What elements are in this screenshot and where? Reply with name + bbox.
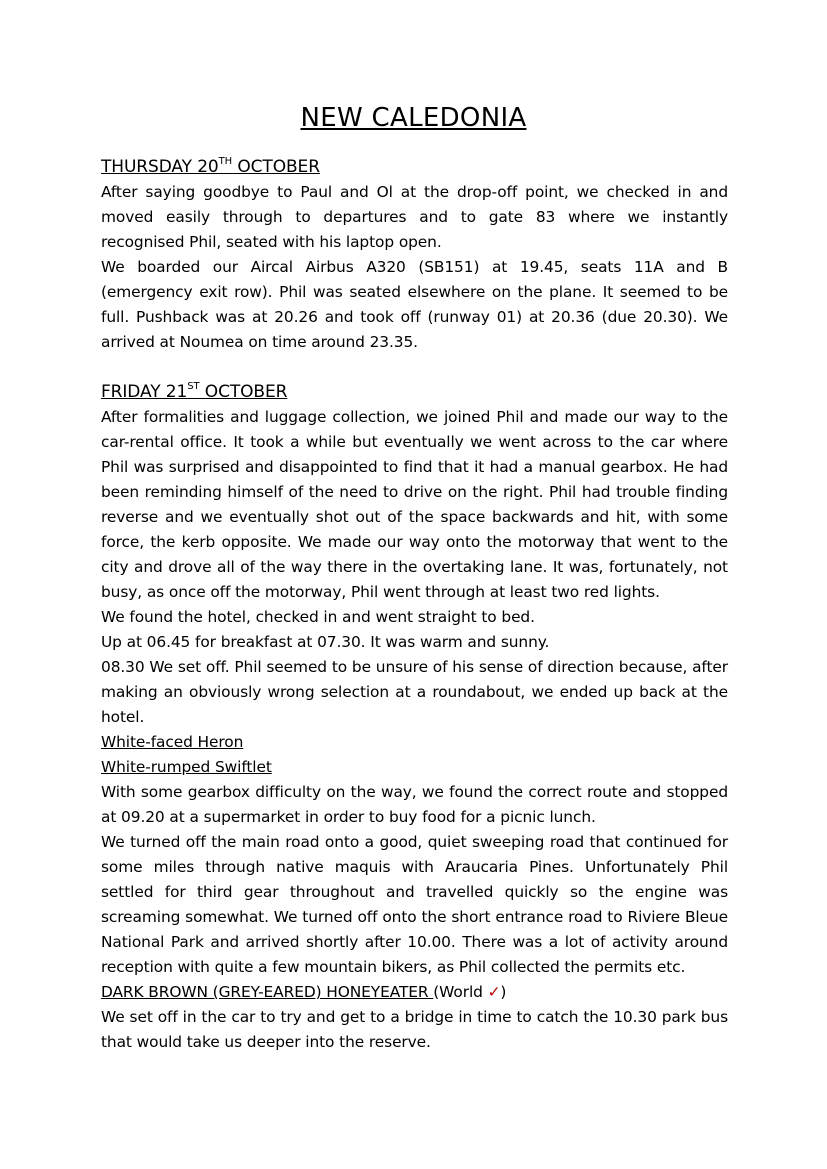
- day-heading-friday: [101, 379, 728, 405]
- bird-species-heading: DARK BROWN (GREY-EARED) HONEYEATER: [101, 983, 434, 1001]
- heading-superscript: ST: [187, 381, 200, 392]
- bird-species-heading: White-rumped Swiftlet: [101, 758, 272, 776]
- world-lifer-note-close: ): [500, 983, 507, 1001]
- bird-species-line: [101, 980, 728, 1005]
- day-heading-thursday: [101, 154, 728, 180]
- paragraph: 08.30 We set off. Phil seemed to be unsure of his sense of direction because, after making an obviously wrong selection at a roundabout, we ended up back at the hotel.: [101, 658, 728, 726]
- paragraph: After formalities and luggage collection, we joined Phil and made our way to the car-rental office. It took a while but eventually we went across to the car where Phil was surprised and disappointed to find that it had a manual gearbox. He had been reminding himself of the need to drive on the right. Phil had trouble finding reverse and we eventually shot out of the space backwards and hit, with some force, the kerb opposite. We made our way onto the motorway that went to the city and drove all of the way there in the overtaking lane. It was, fortunately, not busy, as once off the motorway, Phil went through at least two red lights.: [101, 408, 728, 601]
- page-title: NEW CALEDONIA: [300, 103, 527, 133]
- spacer: [101, 355, 728, 379]
- paragraph: Up at 06.45 for breakfast at 07.30. It was warm and sunny.: [101, 633, 550, 651]
- paragraph: We boarded our Aircal Airbus A320 (SB151) at 19.45, seats 11A and B (emergency exit row). Phil was seated elsewhere on the plane. It seemed to be full. Pushback was at 20.26 and took off (runway 01) at 20.36 (due 20.30). We arrived at Noumea on time around 23.35.: [101, 258, 728, 351]
- heading-superscript: TH: [218, 156, 233, 167]
- paragraph: We turned off the main road onto a good, quiet sweeping road that continued for some miles through native maquis with Araucaria Pines. Unfortunately Phil settled for third gear throughout and travelled quickly so the engine was screaming somewhat. We turned off onto the short entrance road to Riviere Bleue National Park and arrived shortly after 10.00. There was a lot of activity around reception with quite a few mountain bikers, as Phil collected the permits etc.: [101, 833, 728, 976]
- paragraph: We set off in the car to try and get to a bridge in time to catch the 10.30 park bus that would take us deeper into the reserve.: [101, 1008, 728, 1051]
- heading-text: THURSDAY 20: [101, 157, 219, 177]
- document-body: [101, 154, 728, 1055]
- heading-text: OCTOBER: [232, 157, 320, 177]
- heading-text: FRIDAY 21: [101, 382, 188, 402]
- world-lifer-note: (World: [433, 983, 488, 1001]
- paragraph: We found the hotel, checked in and went straight to bed.: [101, 608, 535, 626]
- heading-text: OCTOBER: [199, 382, 288, 402]
- paragraph: After saying goodbye to Paul and Ol at the drop-off point, we checked in and moved easily through to departures and to gate 83 where we instantly recognised Phil, seated with his laptop open.: [101, 183, 728, 251]
- paragraph: With some gearbox difficulty on the way, we found the correct route and stopped at 09.20 at a supermarket in order to buy food for a picnic lunch.: [101, 783, 728, 826]
- checkmark-icon: ✓: [487, 983, 501, 1001]
- bird-species-heading: White-faced Heron: [101, 733, 244, 751]
